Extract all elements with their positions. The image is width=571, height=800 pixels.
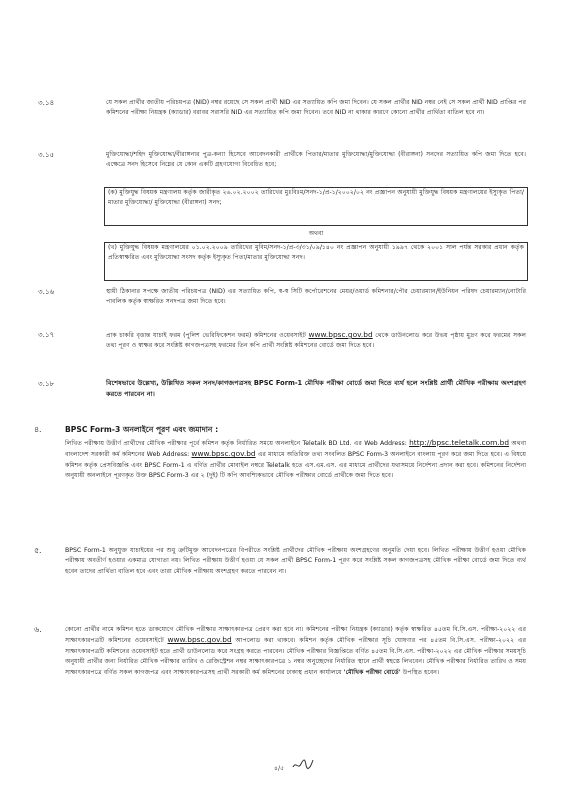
- section-number: ৩.১৫: [38, 150, 55, 159]
- option-a-text: (ক) মুক্তিযুদ্ধ বিষয়ক মন্ত্রণালয় কর্তৃক জারীকৃত ২৬.০২.২০০২ তারিখের মুঃবিঃম/সনদ-১/প্র-১/২০০২/০২ নং প্রজ্ঞাপন অনুযায়ী মুক্তিযুদ্ধ বিষয়ক মন্ত্রণালয়ের ইস্যুকৃত পিতা/মাতার মুক্তিযোদ্ধা/ মুক্তিযোদ্ধা (বীরাঙ্গনা) সনদ;: [108, 189, 524, 207]
- text-span: অথবা বাংলাদেশ সরকারী কর্ম কমিশনের Web Address:: [65, 440, 526, 459]
- text-span: আপলোড করা থাকবে। কমিশন কর্তৃক মৌখিক পরীক্ষার সূচি ঘোষণার পর ৪৫তম বি.সি.এস. পরীক্ষা-২০২২ এর সাক্ষাৎকারপত্রটি কমিশনের ওয়েবসাইট হতে প্রার্থী ডাউনলোড করে সংগ্রহ করতে পারবেন। মৌখিক পরীক্ষার বিজ্ঞপ্তিতে বর্ণিত ৪৫তম বি.সি.এস. পরীক্ষা-২০২২ এর মৌখিক পরীক্ষার সময়সূচি অনুযায়ী প্রার্থীর জন্য নির্ধারিত মৌখিক পরীক্ষার তারিখ ও রেজিস্ট্রেশন নম্বর সাক্ষাৎকারপত্রে ১ নম্বর অনুচ্ছেদের নির্ধারিত স্থানে প্রার্থী স্বহস্তে লিখবেন। মৌখিক পরীক্ষার নির্ধারিত তারিখ ও সময় সাক্ষাৎকারপত্রে বর্ণিত সকল কাগজপত্র এবং সাক্ষাৎকারপত্রসহ প্রার্থী সরকারী কর্ম কমিশনের ঢাকাস্থ প্রধান কার্যালয়ে: [65, 637, 526, 676]
- text-span: কোনো প্রার্থীর নামে কমিশন হতে ডাকযোগে মৌখিক পরীক্ষার সাক্ষাৎকারপত্র প্রেরণ করা হবে না। কমিশনের পরীক্ষা নিয়ন্ত্রক (ক্যাডার) কর্তৃক স্বাক্ষরিত ৪৫তম বি.সি.এস. পরীক্ষা-২০২২ এর সাক্ষাৎকারপত্রটি কমিশনের ওয়েবসাইটে: [65, 626, 526, 645]
- text-span: উপস্থিত হবেন।: [400, 668, 440, 676]
- section-text-bold: বিশেষভাবে উল্লেখ্য, উল্লিখিত সকল সনদ/কাগজপত্রসহ BPSC Form-1 মৌখিক পরীক্ষা বোর্ডে জমা দিতে ব্যর্থ হলে সংশ্লিষ্ট প্রার্থী মৌখিক পরীক্ষায় অংশগ্রহণ করতে পারবেন না।: [106, 379, 526, 398]
- initial-signature: [292, 757, 314, 773]
- text-span: থেকে ডাউনলোড করে উভয় পৃষ্ঠায় মুদ্রণ করে ফরমের সকল তথ্য পূরণ ও স্বাক্ষর করে সংশ্লিষ্ট কাগজপত্রসহ ফরমের তিন কপি প্রার্থী সংশ্লিষ্ট কমিশনের বোর্ডে জমা দিতে হবে।: [106, 332, 526, 350]
- section-text: স্থায়ী ঠিকানার সপক্ষে জাতীয় পরিচয়পত্র (NID) এর সত্যায়িত কপি, স্ব-স্ব সিটি কর্পোরেশনের মেয়র/ওয়ার্ড কমিশনার/পৌর চেয়ারম্যান/ইউনিয়ন পরিষদ চেয়ারম্যান/নোটারি পাবলিক কর্তৃক স্বাক্ষরিত সনদপত্র জমা দিতে হবে।: [106, 288, 526, 306]
- text-span: প্রাক চাকরি বৃত্তান্ত যাচাই ফরম (পুলিশ ভেরিফিকেশন ফরম) কমিশনের ওয়েবসাইট: [106, 332, 309, 339]
- bold-text-span: 'মৌখিক পরীক্ষা বোর্ডে': [343, 668, 401, 676]
- section-number: ৩.১৪: [38, 98, 55, 107]
- signature-icon: [292, 757, 314, 771]
- text-span: এর মাধ্যমে অতিরিক্ত তথ্য সংবলিত BPSC Form-3 অনলাইনে বাংলায় পূরণ করে জমা দিতে হবে। এ বিষয়ে কমিশন কর্তৃক প্রেসবিজ্ঞপ্তি এবং BPSC Form-1 এ বর্ণিত প্রার্থীর মোবাইল নম্বরে Teletalk হতে এস.এম.এস. এর মাধ্যমে প্রার্থীদের যথাসময়ে নির্দেশনা প্রদান করা হবে। কমিশনের নির্দেশনা অনুযায়ী অনলাইনে পূরণকৃত উক্ত BPSC Form-3 এর ২ (দুই) টি কপি আবশ্যিকভাবে মৌখিক পরীক্ষার বোর্ডে প্রার্থীকে জমা দিতে হবে।: [65, 451, 526, 480]
- section-number: ৩.১৮: [38, 379, 55, 388]
- website-link[interactable]: www.bpsc.gov.bd: [191, 449, 256, 459]
- section-heading: BPSC Form-3 অনলাইনে পূরণ এবং জমাদান :: [65, 425, 219, 434]
- section-text: BPSC Form-1 অনুযুক্ত যাচাইয়ের পর শুধু ত্রুটিমুক্ত আবেদনপত্রের বিপরীতে সংশ্লিষ্ট প্রার্থীদের মৌখিক পরীক্ষায় অংশগ্রহণের অনুমতি দেয়া হবে। লিখিত পরীক্ষায় উত্তীর্ণ হওয়া মৌখিক পরীক্ষায় অবতীর্ণ হওয়ার একমাত্র যোগ্যতা নয়। লিখিত পরীক্ষায় উত্তীর্ণ হওয়া যে সকল প্রার্থী BPSC Form-1 পূরণ করে সংশ্লিষ্ট সকল কাগজপত্রসহ মৌখিক পরীক্ষা বোর্ডে জমা দিতে ব্যর্থ হবেন তাদের প্রার্থিতা বাতিল হবে এবং তারা মৌখিক পরীক্ষায় অংশগ্রহণ করতে পারবেন না।: [65, 547, 526, 575]
- section-text: [106, 330, 526, 364]
- section-number: ৩.১৭: [38, 330, 55, 339]
- page-number: ৪/৫: [274, 765, 285, 772]
- section-number: ৩.১৬: [38, 287, 55, 296]
- section-number: ৫.: [34, 546, 42, 555]
- text-span: লিখিত পরীক্ষায় উত্তীর্ণ প্রার্থীদের মৌখিক পরীক্ষার পূর্বে কমিশন কর্তৃক নির্ধারিত সময়ে অনলাইনে Teletalk BD Ltd. এর Web Address:: [65, 440, 410, 447]
- section-number: ৪.: [34, 425, 42, 434]
- section-number: ৬.: [34, 625, 42, 634]
- or-separator: অথবা: [308, 230, 324, 237]
- section-text: মুক্তিযোদ্ধা/শহিদ মুক্তিযোদ্ধা/বীরাঙ্গনার পুত্র-কন্যা হিসেবে আবেদনকারী প্রার্থীকে পিতার/মাতার মুক্তিযোদ্ধা/মুক্তিযোদ্ধা (বীরাঙ্গনা) সনদের সত্যায়িত কপি জমা দিতে হবে। এক্ষেত্রে সনদ হিসেবে নিম্নের যে কোন একটি গ্রহণযোগ্য বিবেচিত হবে;: [106, 151, 526, 169]
- website-link[interactable]: www.bpsc.gov.bd: [308, 330, 373, 339]
- website-link[interactable]: www.bpsc.gov.bd: [167, 635, 232, 645]
- option-b-text: (খ) মুক্তিযুদ্ধ বিষয়ক মন্ত্রণালয়ের ০১.০২.২০০৯ তারিখের মুবিম/সনদ-১/প্র-৩/৩১/০৯/১৪০ নং প্রজ্ঞাপন অনুযায়ী ১৯৯৭ থেকে ২০০১ সাল পর্যন্ত সরকার প্রধান কর্তৃক প্রতিস্বাক্ষরিত এবং মুক্তিযোদ্ধা সংসদ কর্তৃক ইস্যুকৃত পিতা/মাতার মুক্তিযোদ্ধা সনদ।: [108, 244, 524, 262]
- section-text: [65, 625, 526, 751]
- teletalk-link[interactable]: http://bpsc.teletalk.com.bd: [409, 438, 510, 447]
- section-text: [65, 438, 526, 542]
- section-text: যে সকল প্রার্থীর জাতীয় পরিচয়পত্র (NID) নম্বর রয়েছে সে সকল প্রার্থী NID এর সত্যায়িত কপি জমা দিবেন। যে সকল প্রার্থীর NID নম্বর নেই সে সকল প্রার্থী NID প্রাপ্তির পর কমিশনের পরীক্ষা নিয়ন্ত্রক (ক্যাডার) বরাবর সরাসরি NID এর সত্যায়িত কপি জমা দিবেন। তবে NID না থাকার কারণে কোনো প্রার্থীর প্রার্থিতা বাতিল হবে না।: [106, 99, 526, 117]
